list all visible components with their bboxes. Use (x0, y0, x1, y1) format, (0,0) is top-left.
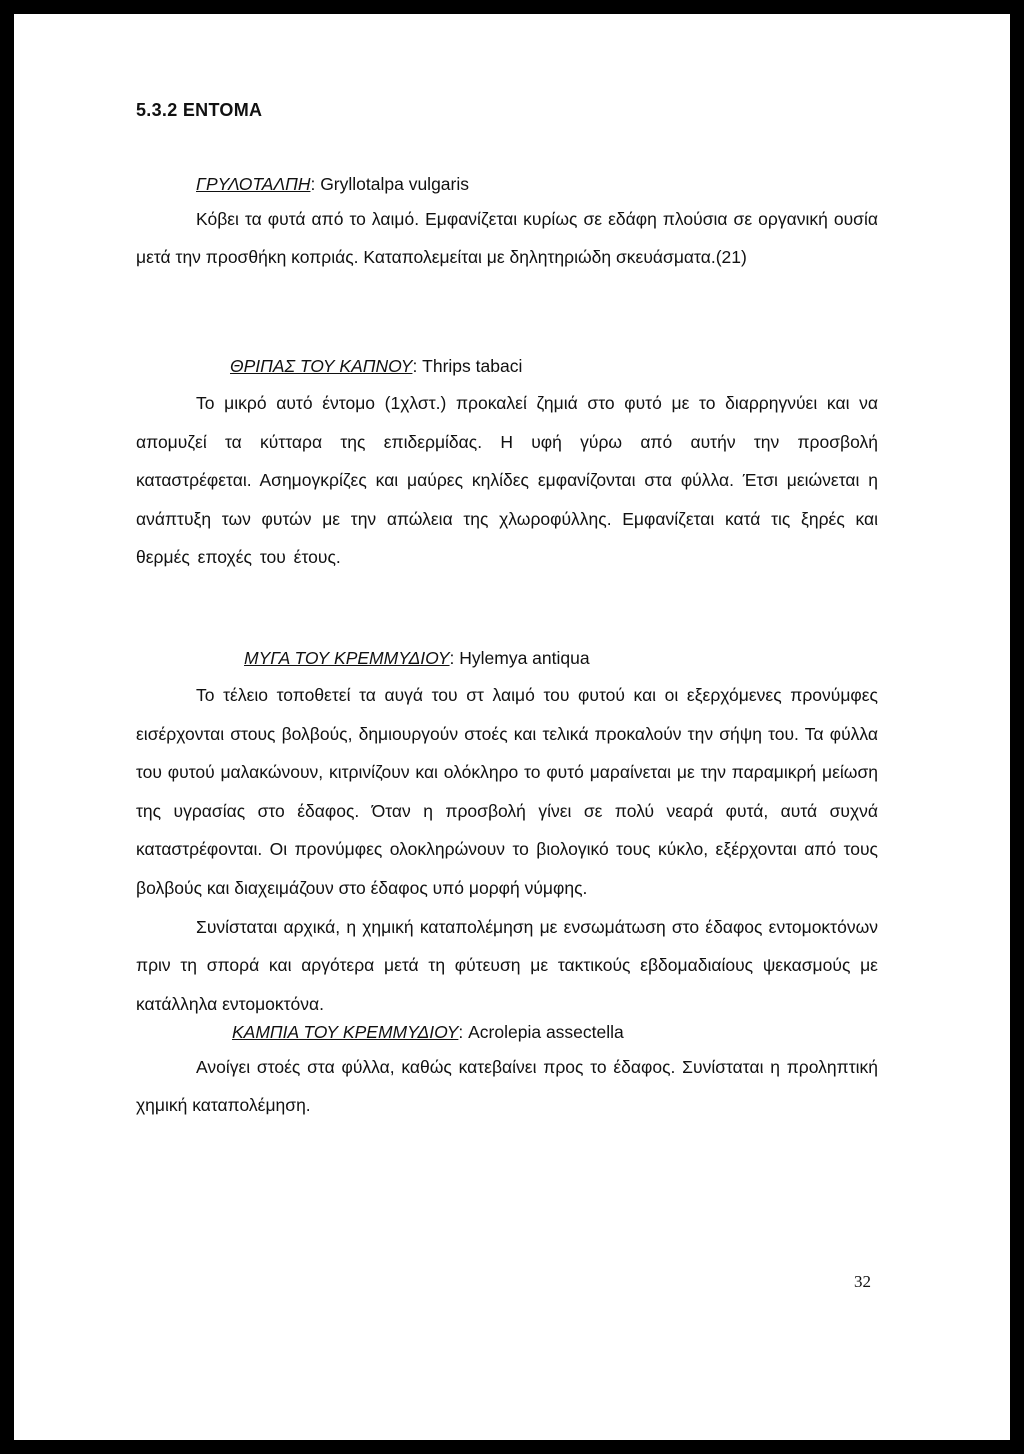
entry-paragraph: Κόβει τα φυτά από το λαιμό. Εμφανίζεται κυρίως σε εδάφη πλούσια σε οργανική ουσία μετά την προσθήκη κοπριάς. Καταπολεμείται με δηλητηριώδη σκευάσματα.(21) (136, 209, 878, 267)
entry-heading (136, 646, 878, 670)
entry-acrolepia (136, 1020, 878, 1124)
entry-name: ΚΑΜΠΙΑ ΤΟΥ ΚΡΕΜΜΥΔΙΟΥ (232, 1022, 459, 1042)
entry-paragraph: Το τέλειο τοποθετεί τα αυγά του στ λαιμό του φυτού και οι εξερχόμενες προνύμφες εισέρχονται στους βολβούς, δημιουργούν στοές και τελικά προκαλούν την σήψη του. Τα φύλλα του φυτού μαλακώνουν, κιτρινίζουν και ολόκληρο το φυτό μαραίνεται με την παραμικρή μείωση της υγρασίας στο έδαφος. Όταν η προσβολή γίνει σε πολύ νεαρά φυτά, αυτά συχνά καταστρέφονται. Οι προνύμφες ολοκληρώνουν το βιολογικό τους κύκλο, εξέρχονται από τους βολβούς και διαχειμάζουν στο έδαφος υπό μορφή νύμφης. (136, 685, 878, 898)
entry-heading (136, 354, 878, 378)
entry-heading (136, 172, 878, 196)
section-title: 5.3.2 ΕΝΤΟΜΑ (136, 100, 263, 120)
entry-name: ΘΡΙΠΑΣ ΤΟΥ ΚΑΠΝΟΥ (230, 356, 413, 376)
entry-paragraph: Συνίσταται αρχικά, η χημική καταπολέμηση με ενσωμάτωση στο έδαφος εντομοκτόνων πριν τη σπορά και αργότερα μετά τη φύτευση με τακτικούς εβδομαδιαίους ψεκασμούς με κατάλληλα εντομοκτόνα. (136, 916, 878, 1014)
entry-latin-name: : Thrips tabaci (412, 356, 523, 376)
entry-paragraph: Ανοίγει στοές στα φύλλα, καθώς κατεβαίνει προς το έδαφος. Συνίσταται η προληπτική χημική καταπολέμηση. (136, 1057, 878, 1115)
entry-heading (136, 1020, 878, 1044)
entry-gryllotalpa (136, 172, 878, 276)
entry-latin-name: : Acrolepia assectella (458, 1022, 624, 1042)
entry-hylemya (136, 646, 878, 1023)
entry-latin-name: : Gryllotalpa vulgaris (310, 174, 470, 194)
entry-latin-name: : Hylemya antiqua (449, 648, 590, 668)
entry-name: ΓΡΥΛΟΤΑΛΠΗ (196, 174, 311, 194)
entry-name: ΜΥΓΑ ΤΟΥ ΚΡΕΜΜΥΔΙΟΥ (244, 648, 450, 668)
document-page (14, 14, 1010, 1440)
entry-thrips (136, 354, 878, 577)
page-number: 32 (854, 1272, 871, 1291)
entry-paragraph: Το μικρό αυτό έντομο (1χλστ.) προκαλεί ζημιά στο φυτό με το διαρρηγνύει και να απομυζεί τα κύτταρα της επιδερμίδας. Η υφή γύρω από αυτήν την προσβολή καταστρέφεται. Ασημογκρίζες και μαύρες κηλίδες εμφανίζονται στα φύλλα. Έτσι μειώνεται η ανάπτυξη των φυτών με την απώλεια της χλωροφύλλης. Εμφανίζεται κατά τις ξηρές και θερμές εποχές του έτους. (136, 393, 878, 567)
